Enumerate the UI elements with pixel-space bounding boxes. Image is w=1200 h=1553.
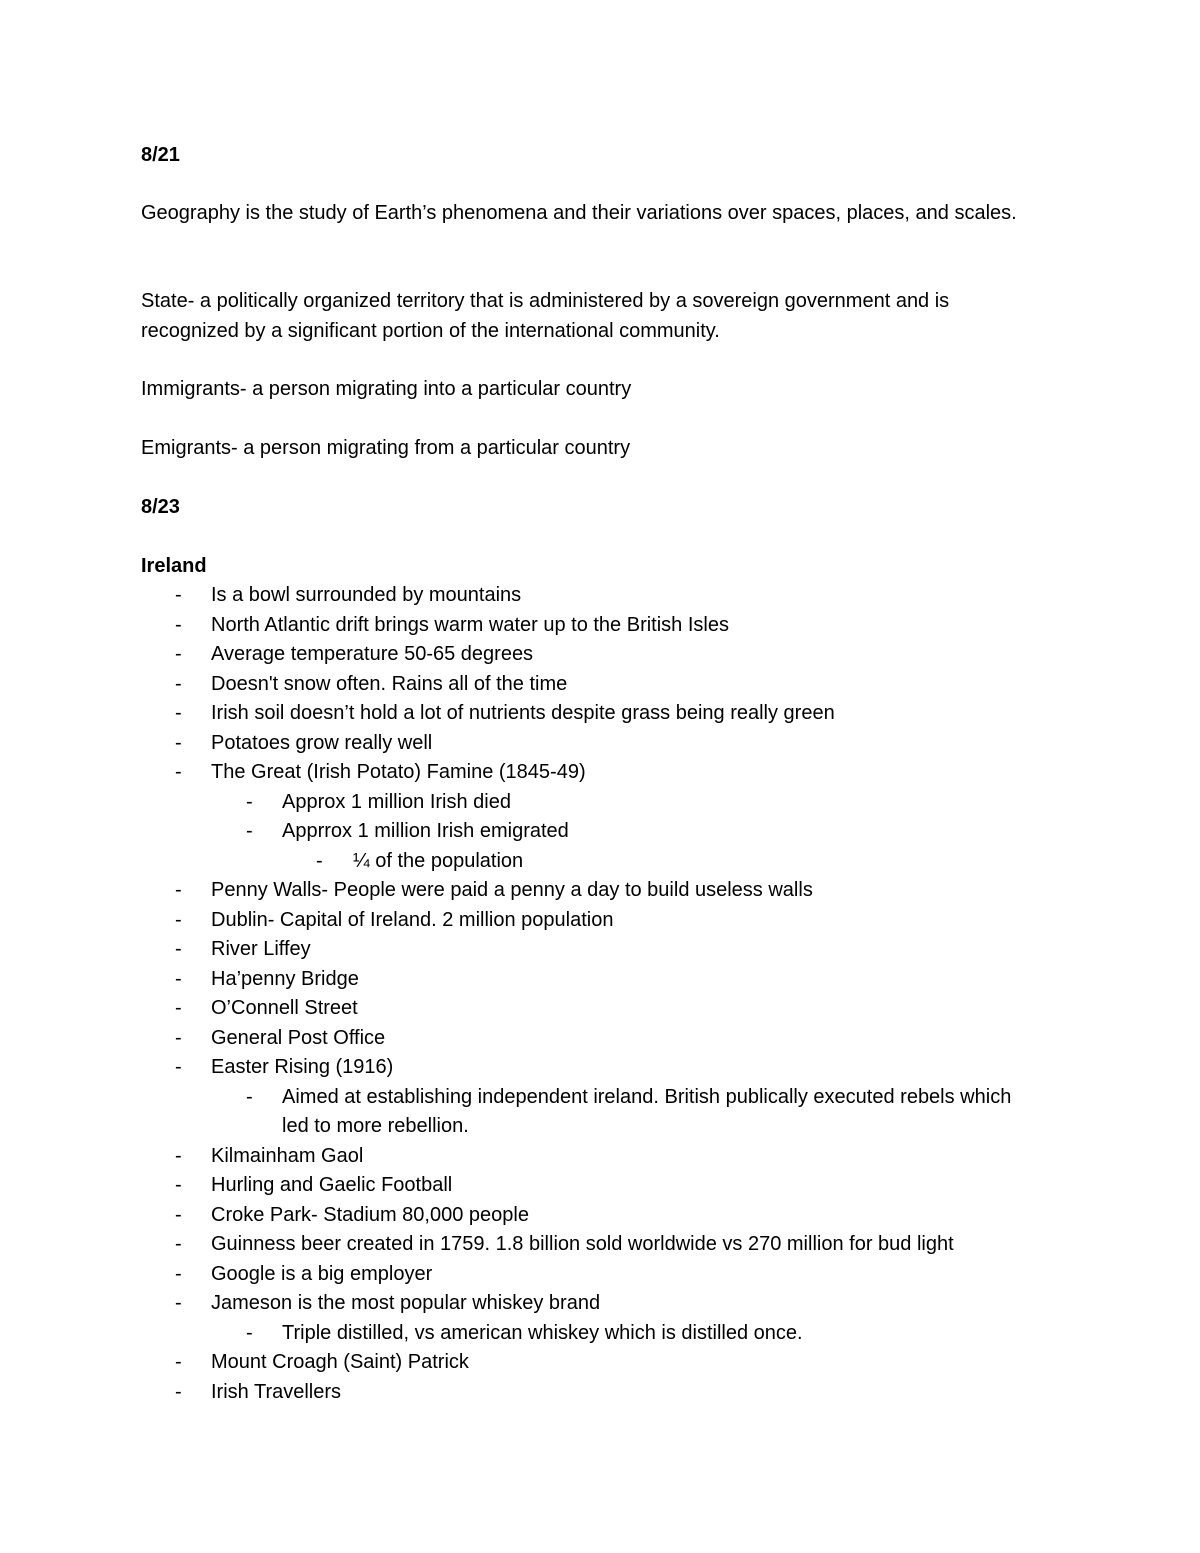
date-heading-8-21: 8/21 bbox=[141, 144, 180, 166]
list-item-text: Ha’penny Bridge bbox=[211, 967, 359, 990]
list-item-text: Mount Croagh (Saint) Patrick bbox=[211, 1351, 469, 1373]
list-item-text: The Great (Irish Potato) Famine (1845-49) bbox=[211, 761, 586, 783]
bullet-marker: - bbox=[175, 938, 182, 960]
bullet-marker: - bbox=[175, 1292, 182, 1314]
list-item-text: North Atlantic drift brings warm water up to the British Isles bbox=[211, 613, 729, 636]
bullet-marker: - bbox=[246, 790, 253, 813]
list-item-text: Potatoes grow really well bbox=[211, 731, 433, 754]
list-item-text: Guinness beer created in 1759. 1.8 billion sold worldwide vs 270 million for bud light bbox=[211, 1233, 954, 1255]
list-item-text: Google is a big employer bbox=[211, 1262, 433, 1285]
list-item-text: Dublin- Capital of Ireland. 2 million population bbox=[211, 908, 614, 931]
bullet-marker: - bbox=[175, 1174, 182, 1196]
bullet-marker: - bbox=[175, 584, 182, 606]
emigrants-definition: Emigrants- a person migrating from a particular country bbox=[141, 437, 631, 459]
list-item-text: River Liffey bbox=[211, 938, 311, 960]
bullet-marker: - bbox=[175, 908, 182, 931]
list-item-text: Croke Park- Stadium 80,000 people bbox=[211, 1203, 529, 1226]
bullet-marker: - bbox=[175, 761, 182, 783]
list-item-text: Is a bowl surrounded by mountains bbox=[211, 584, 522, 606]
bullet-marker: - bbox=[175, 879, 182, 901]
list-item-text: Irish soil doesn’t hold a lot of nutrients despite grass being really green bbox=[211, 702, 835, 724]
list-item-text: Apprrox 1 million Irish emigrated bbox=[282, 820, 569, 842]
list-item-text: Approx 1 million Irish died bbox=[282, 790, 511, 813]
list-item-text: ¼ of the population bbox=[353, 849, 524, 872]
bullet-marker: - bbox=[175, 613, 182, 636]
bullet-marker: - bbox=[246, 1321, 253, 1344]
bullet-marker: - bbox=[316, 849, 323, 872]
bullet-marker: - bbox=[175, 1144, 182, 1167]
list-item-text: Hurling and Gaelic Football bbox=[211, 1174, 453, 1196]
list-item-text: Doesn't snow often. Rains all of the time bbox=[211, 672, 568, 695]
bullet-marker: - bbox=[175, 1233, 182, 1255]
bullet-marker: - bbox=[175, 1262, 182, 1285]
date-heading-8-23: 8/23 bbox=[141, 496, 180, 518]
ireland-heading: Ireland bbox=[141, 555, 207, 577]
bullet-marker: - bbox=[175, 997, 182, 1019]
list-item-text: O’Connell Street bbox=[211, 997, 358, 1019]
list-item-text: Triple distilled, vs american whiskey which is distilled once. bbox=[282, 1321, 803, 1344]
bullet-marker: - bbox=[175, 1380, 182, 1403]
bullet-marker: - bbox=[175, 967, 182, 990]
state-definition: State- a politically organized territory that is administered by a sovereign government and is recognized by a significant portion of the international community. bbox=[141, 290, 950, 342]
bullet-marker: - bbox=[175, 1056, 182, 1078]
bullet-marker: - bbox=[246, 820, 253, 842]
bullet-marker: - bbox=[246, 1085, 253, 1108]
list-item-text: Kilmainham Gaol bbox=[211, 1144, 364, 1167]
list-item-text: Penny Walls- People were paid a penny a day to build useless walls bbox=[211, 879, 813, 901]
list-item-text: Average temperature 50-65 degrees bbox=[211, 643, 534, 665]
bullet-marker: - bbox=[175, 672, 182, 695]
bullet-marker: - bbox=[175, 702, 182, 724]
bullet-marker: - bbox=[175, 643, 182, 665]
list-item-text: Easter Rising (1916) bbox=[211, 1056, 394, 1078]
geography-definition: Geography is the study of Earth’s phenomena and their variations over spaces, places, and scales. bbox=[141, 202, 1017, 224]
immigrants-definition: Immigrants- a person migrating into a particular country bbox=[141, 378, 632, 400]
bullet-marker: - bbox=[175, 1203, 182, 1226]
list-item-text: Jameson is the most popular whiskey brand bbox=[211, 1292, 601, 1314]
list-item-text: Aimed at establishing independent ireland. British publically executed rebels which led to more rebellion. bbox=[282, 1085, 1012, 1137]
bullet-marker: - bbox=[175, 1026, 182, 1049]
list-item-text: General Post Office bbox=[211, 1026, 386, 1049]
list-item-text: Irish Travellers bbox=[211, 1380, 342, 1403]
bullet-marker: - bbox=[175, 731, 182, 754]
bullet-marker: - bbox=[175, 1351, 182, 1373]
